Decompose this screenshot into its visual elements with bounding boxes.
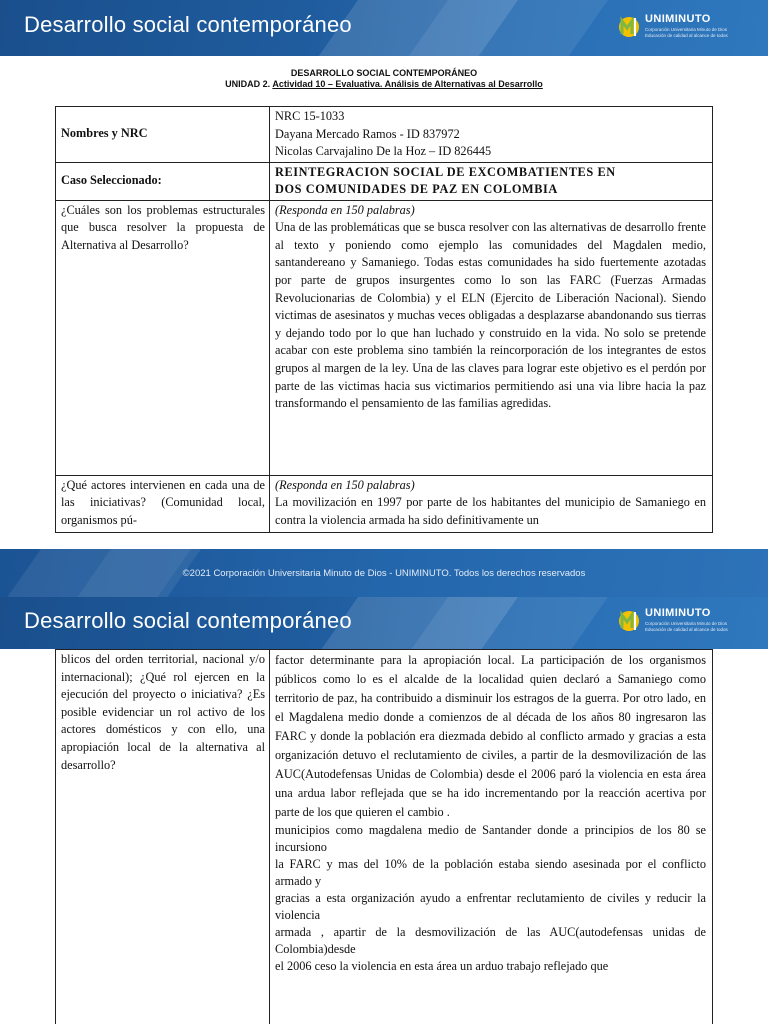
answer-hint: (Responda en 150 palabras)	[275, 202, 415, 217]
answer-2	[270, 475, 713, 532]
logo-subtitle: Corporación Universitaria Minuto de Dios Educación de calidad al alcance de todos	[645, 27, 728, 38]
banner-title: Desarrollo social contemporáneo	[24, 608, 352, 633]
document-title: DESARROLLO SOCIAL CONTEMPORÁNEO	[290, 68, 478, 78]
table-row	[56, 475, 713, 532]
header-banner	[0, 0, 768, 56]
table-row	[56, 162, 713, 200]
document-subtitle: UNIDAD 2. Actividad 10 – Evaluativa. Análisis de Alternativas al Desarrollo	[225, 79, 543, 89]
uniminuto-logo-icon	[618, 12, 640, 42]
answer-2-continued	[270, 650, 713, 1024]
answer-text: factor determinante para la apropiación local. La participación de los organismos públicos como lo es el alcalde de la localidad quien declaró a Samaniego como territorio de paz, ha contribuido a disminuir los estragos de la guerra. Por otro lado, en el Magdalena medio donde a comienzos de al década de los años 80 ingresaron las FARC y donde la población era diezmada debido al conflicto armado y gracias a esta organización detuvo el reclutamiento de civiles, a partir de la desmovilización de las AUC(Autodefensas Unidas de Colombia) desde el 2006 paró la violencia en esta área una ardua labor reflejada que se ha ido incrementando por la reacción acertiva por parte de los que quieren el cambio .	[275, 653, 706, 819]
answer-text: Una de las problemáticas que se busca resolver con las alternativas de desarrollo frente al texto y poniendo como ejemplo las comunidades del Magdalen medio, santandereano y Samaniego. Todas estas comunidades ha sido fuertemente azotadas por parte de grupos insurgentes como lo son las FARC (Fuerzas Armadas Revolucionarias de Colombia) y el ELN (Ejercito de Liberación Nacional). Siendo victimas de asesinatos y muchas veces obligadas a desplazarse abandonando sus tierras y dejando todo por lo que han luchado y construido en la vida. No solo se pretende acabar con este problema sino también la reincorporación de los integrantes de estos grupos al margen de la ley. Una de las claves para lograr este objetivo es el perdón por parte de las victimas hacia sus victimarios permitiendo asi una via libre hacia la paz transformando el pensamiento de las familias agredidas.	[275, 220, 706, 411]
answer-text: La movilización en 1997 por parte de los habitantes del municipio de Samaniego en contra la violencia armada ha sido definitivamente un	[275, 495, 706, 527]
document-heading	[0, 68, 768, 89]
logo-subtitle: Corporación Universitaria Minuto de Dios Educación de calidad al alcance de todos	[645, 621, 728, 632]
uniminuto-logo	[618, 606, 736, 636]
uniminuto-logo	[618, 12, 736, 42]
activity-table-continued	[55, 649, 713, 1024]
table-row	[56, 107, 713, 163]
activity-table	[55, 106, 713, 533]
names-value: NRC 15-1033 Dayana Mercado Ramos - ID 837972 Nicolas Carvajalino De la Hoz – ID 826445	[270, 107, 713, 163]
case-value: REINTEGRACION SOCIAL DE EXCOMBATIENTES EN DOS COMUNIDADES DE PAZ EN COLOMBIA	[270, 162, 713, 200]
banner-title: Desarrollo social contemporáneo	[24, 12, 352, 37]
answer-extra: municipios como magdalena medio de Santander donde a principios de los 80 se incursiono la FARC y mas del 10% de la población estaba siendo asesinada por el conflicto armado y gracias a esta organización ayudo a enfrentar reclutamiento de civiles y reducir la violencia armada , apartir de la desmovilización de las AUC(autodefensas unidas de Colombia)desde el 2006 ceso la violencia en esta área un arduo trabajo reflejado que	[275, 823, 706, 973]
table-row	[56, 200, 713, 475]
case-label: Caso Seleccionado:	[56, 162, 270, 200]
question-2: ¿Qué actores intervienen en cada una de las iniciativas? (Comunidad local, organismos pú-	[56, 475, 270, 532]
copyright-text: ©2021 Corporación Universitaria Minuto de Dios - UNIMINUTO. Todos los derechos reservados	[182, 568, 586, 579]
header-banner-page-2	[0, 597, 768, 649]
answer-hint: (Responda en 150 palabras)	[275, 477, 415, 492]
question-2-continued: blicos del orden territorial, nacional y/o internacional); ¿Qué rol ejercen en la ejecución del proyecto o iniciativa? ¿Es posible evidenciar un rol activo de los actores domésticos y con ello, una apropiación local de la alternativa al desarrollo?	[56, 650, 270, 1024]
logo-name: UNIMINUTO	[645, 13, 711, 25]
footer-band	[0, 549, 768, 597]
uniminuto-logo-icon	[618, 606, 640, 636]
names-label: Nombres y NRC	[56, 107, 270, 163]
answer-1	[270, 200, 713, 475]
table-row	[56, 650, 713, 1024]
logo-name: UNIMINUTO	[645, 607, 711, 619]
question-1: ¿Cuáles son los problemas estructurales que busca resolver la propuesta de Alternativa al Desarrollo?	[56, 200, 270, 475]
